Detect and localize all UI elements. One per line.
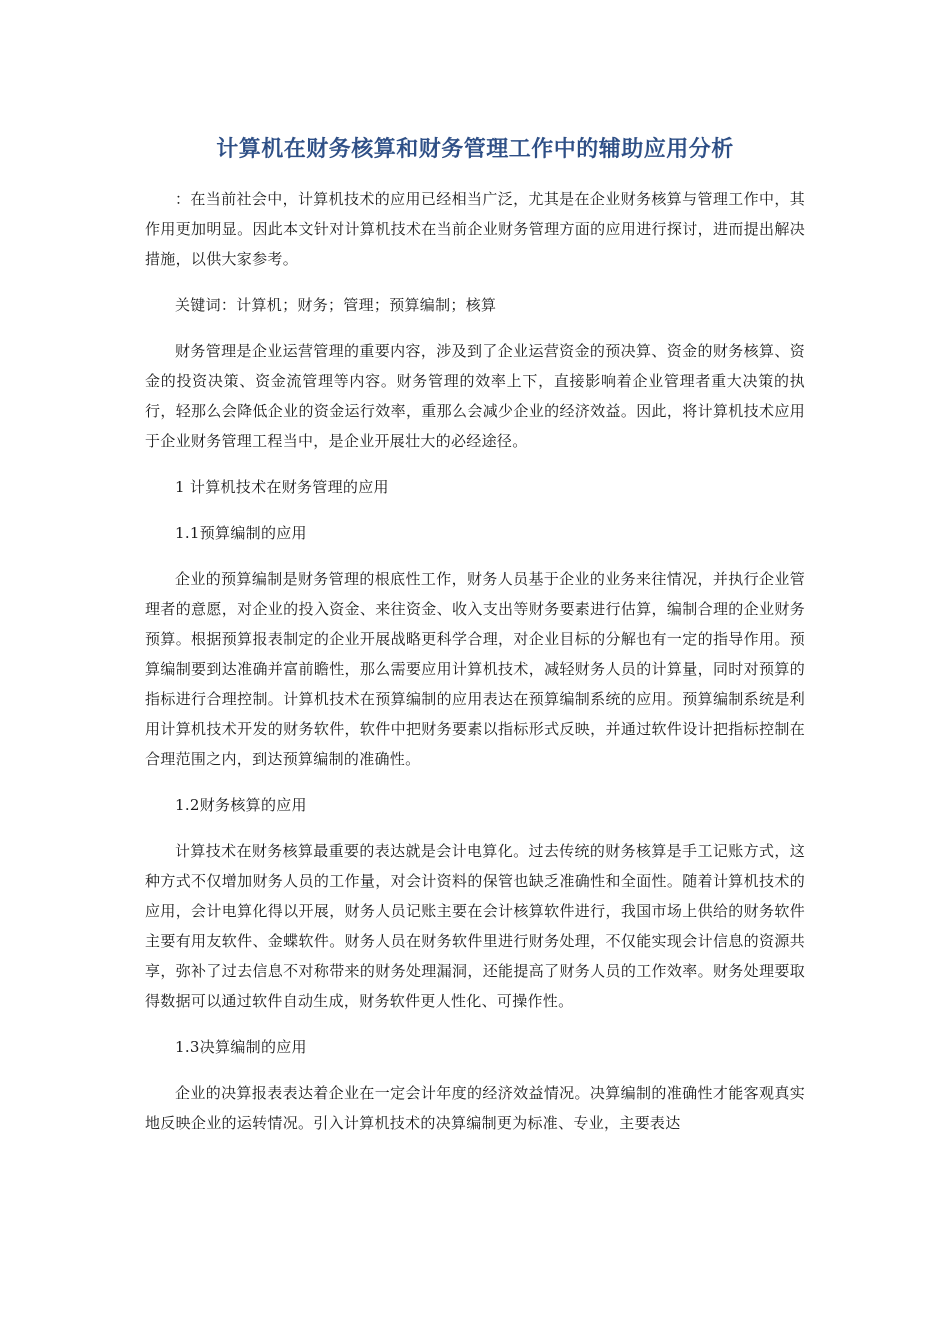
abstract-paragraph: ：在当前社会中，计算机技术的应用已经相当广泛，尤其是在企业财务核算与管理工作中，其作用更加明显。因此本文针对计算机技术在当前企业财务管理方面的应用进行探讨，进而提出解决措施，以供大家参考。 xyxy=(145,190,805,268)
section-1-2-heading: 1.2财务核算的应用 xyxy=(175,796,307,814)
section-1-3-heading: 1.3决算编制的应用 xyxy=(175,1038,307,1056)
document-page xyxy=(145,130,805,1154)
intro-paragraph: 财务管理是企业运营管理的重要内容，涉及到了企业运营资金的预决算、资金的财务核算、资金的投资决策、资金流管理等内容。财务管理的效率上下，直接影响着企业管理者重大决策的执行，轻那么会降低企业的资金运行效率，重那么会减少企业的经济效益。因此，将计算机技术应用于企业财务管理工程当中，是企业开展壮大的必经途径。 xyxy=(145,342,805,450)
document-title: 计算机在财务核算和财务管理工作中的辅助应用分析 xyxy=(216,137,734,162)
section-1-heading: 1 计算机技术在财务管理的应用 xyxy=(175,478,389,496)
keywords-line: 关键词：计算机；财务；管理；预算编制；核算 xyxy=(175,296,497,314)
section-1-3-body: 企业的决算报表表达着企业在一定会计年度的经济效益情况。决算编制的准确性才能客观真实地反映企业的运转情况。引入计算机技术的决算编制更为标准、专业，主要表达 xyxy=(145,1084,805,1132)
section-1-2-body: 计算技术在财务核算最重要的表达就是会计电算化。过去传统的财务核算是手工记账方式，这种方式不仅增加财务人员的工作量，对会计资料的保管也缺乏准确性和全面性。随着计算机技术的应用，会计电算化得以开展，财务人员记账主要在会计核算软件进行，我国市场上供给的财务软件主要有用友软件、金蝶软件。财务人员在财务软件里进行财务处理，不仅能实现会计信息的资源共享，弥补了过去信息不对称带来的财务处理漏洞，还能提高了财务人员的工作效率。财务处理要取得数据可以通过软件自动生成，财务软件更人性化、可操作性。 xyxy=(145,842,805,1010)
section-1-1-body: 企业的预算编制是财务管理的根底性工作，财务人员基于企业的业务来往情况，并执行企业管理者的意愿，对企业的投入资金、来往资金、收入支出等财务要素进行估算，编制合理的企业财务预算。根据预算报表制定的企业开展战略更科学合理，对企业目标的分解也有一定的指导作用。预算编制要到达准确并富前瞻性，那么需要应用计算机技术，减轻财务人员的计算量，同时对预算的指标进行合理控制。计算机技术在预算编制的应用表达在预算编制系统的应用。预算编制系统是利用计算机技术开发的财务软件，软件中把财务要素以指标形式反映，并通过软件设计把指标控制在合理范围之内，到达预算编制的准确性。 xyxy=(145,570,805,768)
section-1-1-heading: 1.1预算编制的应用 xyxy=(175,524,307,542)
